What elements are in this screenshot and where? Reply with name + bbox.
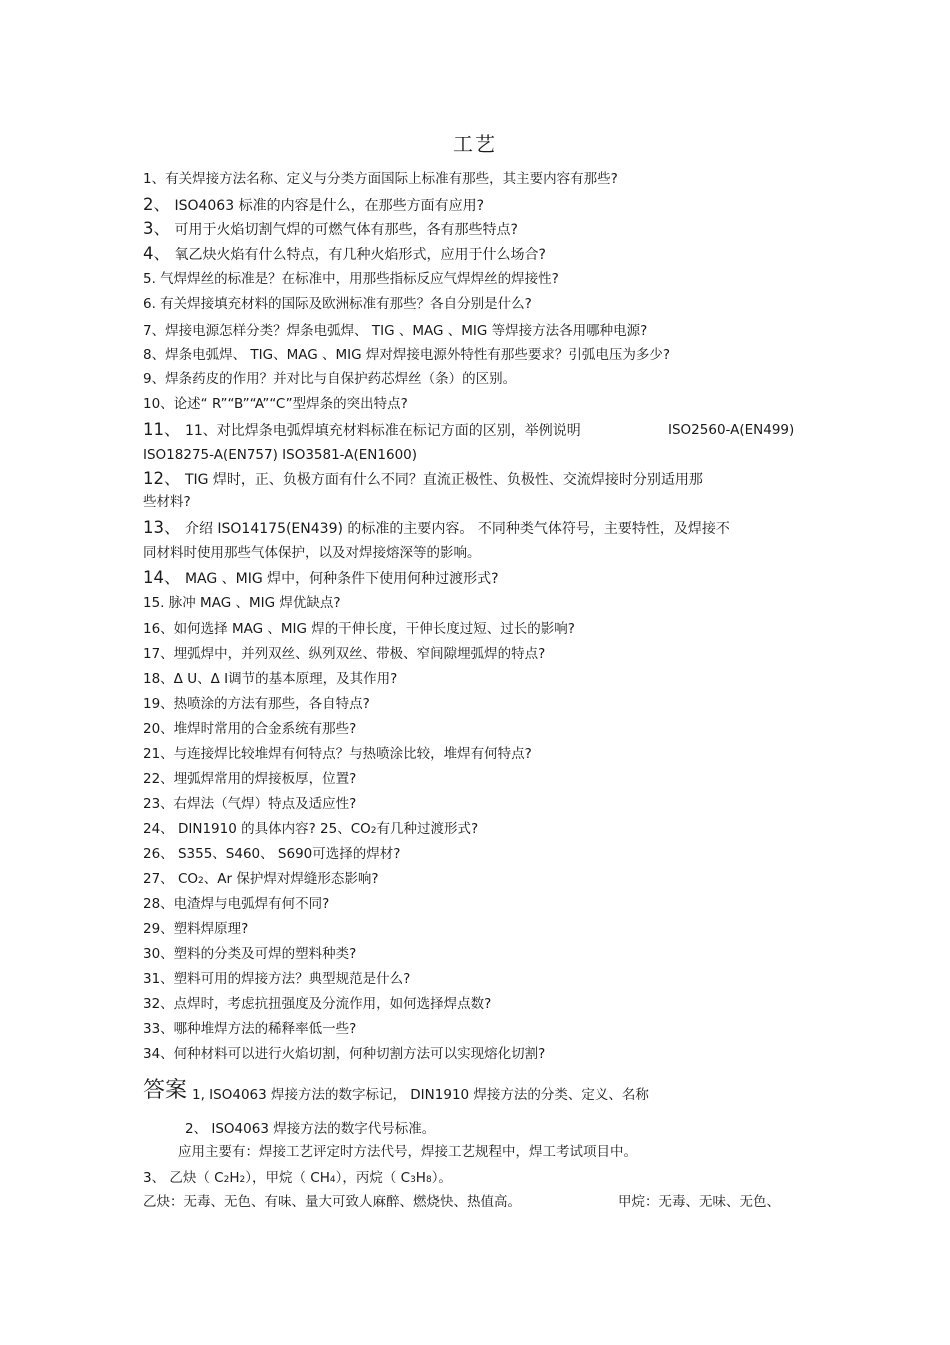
question-17: 17、埋弧焊中，并列双丝、纵列双丝、带极、窄间隙埋弧焊的特点?: [143, 646, 546, 662]
question-15: 15. 脉冲 MAG 、MIG 焊优缺点?: [143, 595, 341, 611]
question-31: 31、塑料可用的焊接方法？典型规范是什么?: [143, 971, 411, 987]
question-3-text: 可用于火焰切割气焊的可燃气体有那些，各有那些特点?: [170, 222, 518, 238]
question-3-number: 3、: [143, 219, 170, 238]
question-4: [143, 245, 546, 264]
subscript: 3: [410, 1175, 416, 1185]
co2-subscript: 2: [370, 826, 377, 836]
question-1: 1、有关焊接方法名称、定义与分类方面国际上标准有那些，其主要内容有那些?: [143, 171, 618, 187]
question-2: [143, 196, 484, 215]
question-10: 10、论述“ R”“B”“A”“C”型焊条的突出特点?: [143, 396, 408, 412]
question-18: 18、Δ U、Δ I调节的基本原理，及其作用?: [143, 671, 398, 687]
question-26: 26、 S355、S460、 S690可选择的焊材?: [143, 846, 401, 862]
answer-1: 1, ISO4063 焊接方法的数字标记， DIN1910 焊接方法的分类、定义、名称: [192, 1087, 649, 1103]
question-11-number: 11、: [143, 420, 181, 439]
question-2-number: 2、: [143, 195, 170, 214]
question-14: [143, 569, 499, 588]
answer-3-text: H: [229, 1170, 240, 1186]
question-8: 8、焊条电弧焊、 TIG、MAG 、MIG 焊对焊接电源外特性有那些要求？引弧电压为多少?: [143, 347, 671, 363]
question-27-end: 、Ar 保护焊对焊缝形态影响?: [203, 871, 379, 887]
question-7: 7、焊接电源怎样分类？焊条电弧焊、 TIG 、MAG 、MIG 等焊接方法各用哪种电源?: [143, 323, 648, 339]
question-4-number: 4、: [143, 244, 170, 263]
question-6: 6. 有关焊接填充材料的国际及欧洲标准有那些？各自分别是什么?: [143, 296, 532, 312]
subscript: 2: [239, 1175, 246, 1185]
answers-heading: 答案: [143, 1078, 188, 1103]
question-13: [143, 519, 730, 538]
question-28: 28、电渣焊与电弧焊有何不同?: [143, 896, 330, 912]
answer-3-text: 3、 乙炔（ C: [143, 1170, 224, 1186]
question-34: 34、何种材料可以进行火焰切割，何种切割方法可以实现熔化切割?: [143, 1046, 546, 1062]
question-9: 9、焊条药皮的作用？并对比与自保护药芯焊丝（条）的区别。: [143, 371, 517, 387]
question-22: 22、埋弧焊常用的焊接板厚，位置?: [143, 771, 357, 787]
subscript: 8: [425, 1175, 432, 1185]
question-5: 5. 气焊焊丝的标准是？在标准中，用那些指标反应气焊焊丝的焊接性?: [143, 271, 559, 287]
answer-3-acetylene: 乙炔：无毒、无色、有味、量大可致人麻醉、燃烧快、热值高。: [143, 1194, 521, 1210]
question-27: [143, 870, 379, 890]
question-3: [143, 220, 518, 239]
subscript: 2: [223, 1175, 230, 1185]
answer-3-text: ）。: [431, 1170, 452, 1186]
question-13-text: 介绍 ISO14175(EN439) 的标准的主要内容。 不同种类气体符号，主要特性，及焊接不: [180, 521, 730, 537]
question-2-text: ISO4063 标准的内容是什么，在那些方面有应用?: [170, 198, 484, 214]
question-29: 29、塑料焊原理?: [143, 921, 249, 937]
answer-3-text: ），丙烷（ C: [335, 1170, 411, 1186]
question-12: [143, 470, 703, 489]
question-30: 30、塑料的分类及可焊的塑料种类?: [143, 946, 357, 962]
question-14-text: MAG 、MIG 焊中，何种条件下使用何种过渡形式?: [180, 571, 499, 587]
question-12-continued: 些材料?: [143, 494, 191, 510]
question-20: 20、堆焊时常用的合金系统有那些?: [143, 721, 357, 737]
question-12-text: TIG 焊时，正、负极方面有什么不同？直流正极性、负极性、交流焊接时分别适用那: [180, 472, 703, 488]
answer-3-text: ），甲烷（ CH: [245, 1170, 330, 1186]
question-13-number: 13、: [143, 518, 181, 537]
question-14-number: 14、: [143, 568, 181, 587]
page-title: 工艺: [453, 132, 497, 156]
question-27-text: 27、 CO: [143, 871, 199, 887]
question-19: 19、热喷涂的方法有那些，各自特点?: [143, 696, 370, 712]
co2-subscript: 2: [198, 876, 204, 886]
question-24-25: [143, 820, 478, 840]
question-11-text: 11、对比焊条电弧焊填充材料标准在标记方面的区别，举例说明: [180, 423, 581, 439]
question-21: 21、与连接焊比较堆焊有何特点？与热喷涂比较，堆焊有何特点?: [143, 746, 532, 762]
answer-2-continued: 应用主要有：焊接工艺评定时方法代号，焊接工艺规程中，焊工考试项目中。: [178, 1144, 637, 1160]
question-11-standard: ISO2560-A(EN499): [668, 422, 795, 438]
answer-3: [143, 1169, 452, 1189]
question-11-continued: ISO18275-A(EN757) ISO3581-A(EN1600): [143, 447, 418, 463]
question-4-text: 氧乙炔火焰有什么特点，有几种火焰形式，应用于什么场合?: [170, 247, 546, 263]
question-33: 33、哪种堆焊方法的稀释率低一些?: [143, 1021, 357, 1037]
question-24-text: 24、 DIN1910 的具体内容? 25、CO: [143, 821, 371, 837]
question-16: 16、如何选择 MAG 、MIG 焊的干伸长度，干伸长度过短、过长的影响?: [143, 621, 575, 637]
answer-3-methane: 甲烷：无毒、无味、无色、: [618, 1194, 780, 1210]
question-12-number: 12、: [143, 469, 181, 488]
question-11: [143, 421, 581, 440]
question-13-continued: 同材料时使用那些气体保护，以及对焊接熔深等的影响。: [143, 545, 481, 561]
answer-2: 2、 ISO4063 焊接方法的数字代号标准。: [185, 1121, 436, 1137]
subscript: 4: [329, 1175, 336, 1185]
question-32: 32、点焊时，考虑抗扭强度及分流作用，如何选择焊点数?: [143, 996, 492, 1012]
question-23: 23、右焊法（气焊）特点及适应性?: [143, 796, 357, 812]
answer-3-text: H: [415, 1170, 426, 1186]
question-25-text: 有几种过渡形式?: [376, 821, 479, 837]
